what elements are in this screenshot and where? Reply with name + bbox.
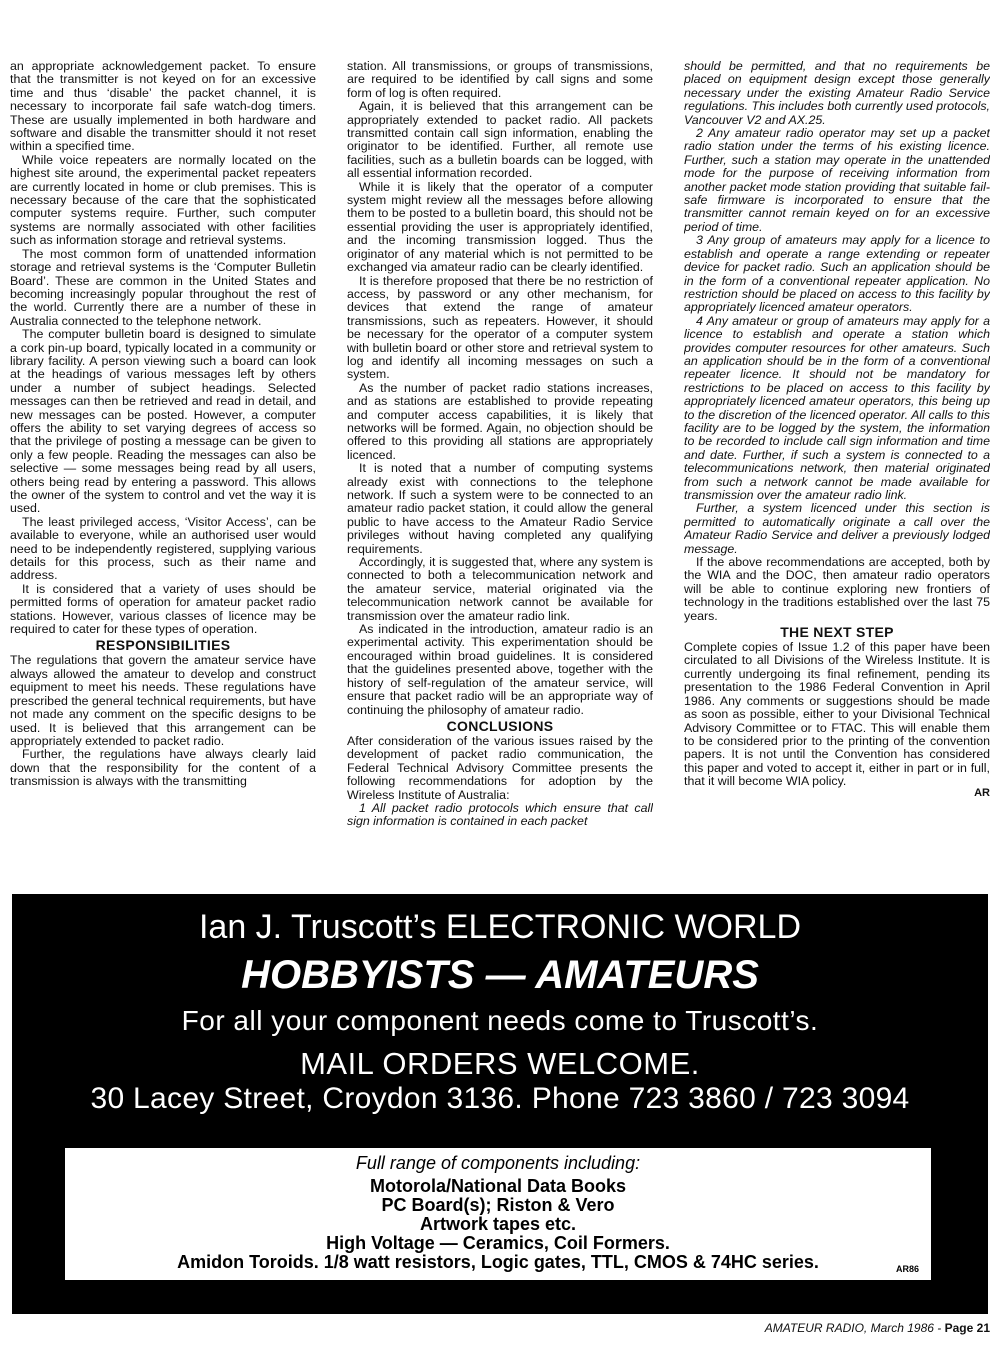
- section-heading-responsibilities: RESPONSIBILITIES: [95, 637, 231, 654]
- recommendation: should be permitted, and that no requirements be placed on equipment design except those generally necessary under the existing Amateur Radio Service regulations. This includes both currently used protocols, Vancouver V2 and AX.25.: [684, 60, 990, 127]
- paragraph: It is considered that a variety of uses should be permitted forms of operation for amateur packet radio stations. However, various classes of licence may be required to cater for these types of operation.: [10, 581, 316, 637]
- paragraph: Again, it is believed that this arrangement can be appropriately extended to packet radio. All packets transmitted contain call sign information, enabling the originator to be identified. Further, all remote use facilities, such as a bulletin boards can be logged, with all essential information recorded.: [347, 99, 653, 181]
- page-number: Page 21: [944, 1321, 990, 1335]
- paragraph: It is therefore proposed that there be no restriction of access, by password or any other mechanism, for devices that extend the range of amateur transmissions, such as repeaters. However, it should be necessary for the operator of a computer system with bulletin board or other store and retrieval system to log and identify all incoming messages on such a system.: [347, 273, 653, 382]
- paragraph: Accordingly, it is suggested that, where any system is connected to both a telecommunication network and the amateur service, material originated via the telecommunication network cannot be available for transmission over the amateur radio link.: [347, 555, 653, 623]
- ad-address: 30 Lacey Street, Croydon 3136. Phone 723 3860 / 723 3094: [90, 1082, 910, 1115]
- ad-headline: Ian J. Truscott’s ELECTRONIC WORLD: [198, 908, 802, 946]
- recommendation: Further, a system licenced under this section is permitted to automatically originate a call over the Amateur Radio Service and deliver a previously lodged message.: [684, 501, 990, 556]
- recommendation: 1 All packet radio protocols which ensure that call sign information is contained in each packet: [347, 800, 653, 829]
- recommendation: 3 Any group of amateurs may apply for a licence to establish and operate a range extending or repeater device for packet radio. Such an application should be in the form of a conventional repeater application. No restriction should be placed on access to this facility by appropriately licenced amateur operators.: [684, 233, 990, 315]
- section-heading-next-step: THE NEXT STEP: [780, 624, 894, 641]
- ad-component-line: Artwork tapes etc.: [419, 1214, 577, 1234]
- paragraph: As indicated in the introduction, amateur radio is an experimental activity. This experimentation should be encouraged within broad guidelines. It is considered that the guidelines presented above, together with the history of self-regulation of the amateur service, will ensure that packet radio will be an appropriate way of continuing the philosophy of amateur radio.: [347, 622, 653, 717]
- paragraph: The least privileged access, ‘Visitor Access’, can be available to everyone, while an authorised user would need to be independently registered, supplying various details for this process, such as their name and address.: [10, 514, 316, 583]
- paragraph: The regulations that govern the amateur service have always allowed the amateur to develop and construct equipment to meet his needs. These regulations have prescribed the general technical requirements, but have not made any comment on the specific designs to be used. It is believed that this arrangement can be appropriately extended to packet radio.: [10, 653, 316, 748]
- paragraph: As the number of packet radio stations increases, and as stations are established to provide repeating and computer access capabilities, it is likely that networks will be formed. Again, no objection should be offered to this providing all stations are appropriately licenced.: [347, 380, 653, 462]
- paragraph: station. All transmissions, or groups of transmissions, are required to be identified by call signs and some form of log is often required.: [347, 60, 653, 100]
- ad-tagline: For all your component needs come to Truscott’s.: [181, 1005, 819, 1036]
- ad-components-box: [65, 1148, 931, 1280]
- paragraph: an appropriate acknowledgement packet. To ensure that the transmitter is not keyed on for an excessive time and thus ‘disable’ the packet channel, it is necessary to incorporate fail safe watch-dog timers. These are usually implemented in both hardware and software and disable the transmitter should it not reset within a specified time.: [10, 60, 316, 154]
- ad-component-line: High Voltage — Ceramics, Coil Formers.: [326, 1233, 670, 1253]
- paragraph: While voice repeaters are normally located on the highest site around, the experimental packet repeaters are currently located in home or club premises. This is necessary because of the care that the sophisticated computer systems require. Further, such computer systems are normally associated with other facilities such as information storage and retrieval systems.: [10, 152, 316, 248]
- paragraph: The computer bulletin board is designed to simulate a cork pin-up board, typically located in a community or library facility. A person viewing such a board can look at the headings of various messages left by others under a number of subject headings. Selected messages can then be retrieved and read in detail, and new messages can be posted. However, a computer offers the ability to set varying degrees of access so that the privilege of posting a message can be given to only a few people. Reading the messages can also be selective — some messages being read by all users, others being read by entering a password. This allows the owner of the system to control and vet the way it is used.: [10, 327, 316, 516]
- column-2: [347, 60, 653, 882]
- paragraph: Further, the regulations have always clearly laid down that the responsibility for the content of a transmission is always with the transmitting: [10, 747, 316, 789]
- ad-component-line: Amidon Toroids. 1/8 watt resistors, Logic gates, TTL, CMOS & 74HC series.: [177, 1252, 819, 1272]
- paragraph: If the above recommendations are accepted, both by the WIA and the DOC, then amateur radio operators will be able to continue exploring new frontiers of technology in the traditions established over the last 75 years.: [684, 555, 990, 623]
- ad-slogan: HOBBYISTS — AMATEURS: [241, 953, 759, 997]
- ad-components-title: Full range of components including:: [355, 1153, 641, 1173]
- page-footer: [765, 1321, 990, 1335]
- paragraph: It is noted that a number of computing systems already exist with connections to the telephone network. If such a system were to be connected to an amateur radio packet station, it could allow the general public to have access to the Amateur Radio Service privileges without having completed any qualifying requirements.: [347, 461, 653, 556]
- ad-component-line: Motorola/National Data Books: [369, 1176, 627, 1196]
- paragraph: While it is likely that the operator of a computer system might review all the messages before allowing them to be posted to a bulletin board, this should not be essential providing the user is appropriately identified, and the incoming transmission logged. Thus the originator of any material which is not permitted to be exchanged via amateur radio can be clearly identified.: [347, 179, 653, 275]
- advertisement: [12, 894, 988, 1314]
- footer-publication: AMATEUR RADIO, March 1986 -: [764, 1321, 945, 1335]
- ad-code: AR86: [895, 1264, 919, 1274]
- column-1: [10, 60, 316, 882]
- recommendation: 2 Any amateur radio operator may set up a packet radio station under the terms of his existing licence. Further, such a station may operate in the unattended mode for the purpose of receiving information from another packet mode station providing that suitable fail-safe firmware is incorporated to ensure that the transmitter cannot remain keyed on for an excessive period of time.: [684, 126, 990, 234]
- column-3: [684, 60, 990, 882]
- paragraph: Complete copies of Issue 1.2 of this paper have been circulated to all Divisions of the Wireless Institute. It is currently undergoing its final refinement, pending its presentation to the 1986 Federal Convention in April 1986. Any comments or suggestions should be made as soon as possible, either to your Divisional Technical Advisory Committee or to FTAC. This will enable them to be considered prior to the printing of the convention papers. It is not until the Convention has considered this paper and voted to accept it, either in part or in full, that it will become WIA policy.: [684, 640, 990, 789]
- end-mark: AR: [974, 786, 990, 799]
- section-heading-conclusions: CONCLUSIONS: [446, 717, 554, 734]
- article-columns: [10, 60, 990, 882]
- paragraph: The most common form of unattended information storage and retrieval systems is the ‘Computer Bulletin Board’. These are common in the United States and becoming increasingly popular throughout the rest of the world. Currently there are a number of these in Australia connected to the telephone network.: [10, 246, 316, 328]
- recommendation: 4 Any amateur or group of amateurs may apply for a licence to establish and operate a station which provides computer resources for other amateurs. Such an application should be in the form of a conventional repeater licence. It should not be mandatory for restrictions to be placed on access to this facility by appropriately licenced amateur operators, this being up to the discretion of the licenced operator. All calls to this facility are to be logged by the system, the information to be recorded to include call sign information and time and date. Further, if such a system is connected to a telecommunications network, then material originated from such a network cannot be made available for transmission over the amateur radio link.: [684, 313, 990, 502]
- ad-component-line: PC Board(s); Riston & Vero: [381, 1195, 615, 1215]
- ad-mail-orders: MAIL ORDERS WELCOME.: [300, 1046, 700, 1081]
- paragraph: After consideration of the various issues raised by the development of packet radio communication, the Federal Technical Advisory Committee presents the following recommendations for adoption by the Wireless Institute of Australia:: [347, 733, 653, 802]
